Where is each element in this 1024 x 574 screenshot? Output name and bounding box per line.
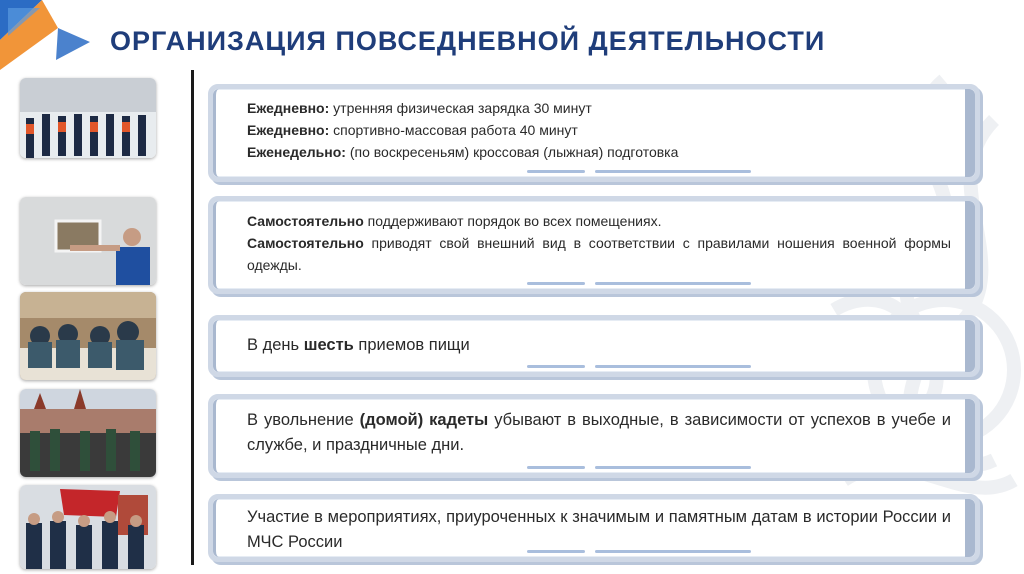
list-item: [247, 97, 951, 119]
item-text: (по воскресеньям) кроссовая (лыжная) подготовка: [345, 144, 679, 160]
item-text: поддерживают порядок во всех помещениях.: [363, 213, 662, 229]
ski-training-photo: [20, 78, 156, 158]
bold-label: (домой) кадеты: [359, 411, 489, 429]
vertical-divider: [191, 70, 194, 565]
card-text: [247, 97, 951, 163]
accent-line: [595, 170, 751, 173]
accent-line: [595, 282, 751, 285]
bold-label: Еженедельно:: [247, 144, 346, 160]
accent-line: [595, 365, 751, 368]
accent-line: [595, 550, 751, 553]
accent-line: [527, 282, 585, 285]
card-daily-routine: [208, 84, 980, 182]
card-text: [247, 210, 951, 276]
text-part: приемов пищи: [353, 336, 470, 354]
item-text: утренняя физическая зарядка 30 минут: [329, 100, 592, 116]
bold-label: Самостоятельно: [247, 235, 364, 251]
list-item: [247, 119, 951, 141]
list-item: [247, 232, 951, 276]
item-text: спортивно-массовая работа 40 минут: [329, 122, 578, 138]
accent-line: [527, 466, 585, 469]
flag-parade-photo: [20, 485, 156, 569]
text-part: В увольнение: [247, 411, 360, 429]
card-text: [247, 408, 951, 458]
text-part: В день: [247, 336, 304, 354]
item-text: приводят свой внешний вид в соответствии с правилами ношения военной формы одежды.: [247, 235, 951, 273]
logo-icon: [0, 0, 100, 80]
page-title: ОРГАНИЗАЦИЯ ПОВСЕДНЕВНОЙ ДЕЯТЕЛЬНОСТИ: [110, 26, 826, 56]
list-item: [247, 210, 951, 232]
accent-line: [527, 365, 585, 368]
red-square-cadets-photo: [20, 389, 156, 477]
card-leave: [208, 394, 980, 478]
card-events: [208, 494, 980, 562]
accent-line: [595, 466, 751, 469]
list-item: [247, 141, 951, 163]
cadet-hanging-picture-photo: [20, 197, 156, 285]
card-meals: [208, 315, 980, 377]
dining-hall-photo: [20, 292, 156, 380]
text-part: убывают в выходные, в зависимости от успехов в учебе и службе, и праздничные дни.: [247, 411, 951, 454]
bold-label: шесть: [303, 336, 354, 354]
accent-line: [527, 170, 585, 173]
card-text: Участие в мероприятиях, приуроченных к значимым и памятным датам в истории России и МЧС России: [247, 508, 951, 551]
bold-label: Ежедневно:: [247, 100, 330, 116]
accent-line: [527, 550, 585, 553]
bold-label: Ежедневно:: [247, 122, 330, 138]
card-text: [247, 333, 951, 358]
bold-label: Самостоятельно: [247, 213, 364, 229]
card-self-service: [208, 196, 980, 294]
